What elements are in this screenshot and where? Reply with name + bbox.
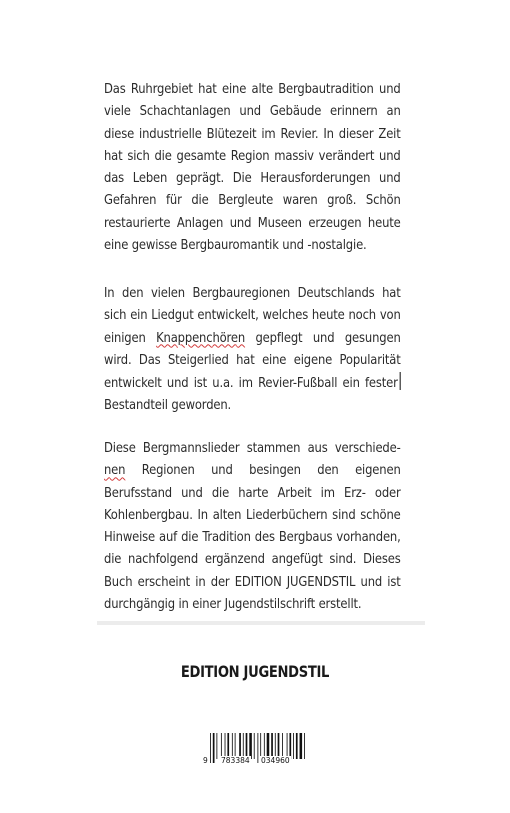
barcode: [202, 731, 306, 769]
paragraph-2-text-c: Bestandteil geworden.: [104, 398, 232, 414]
barcode-bar: [304, 733, 305, 759]
paragraph-3-text-b: Regionen und besingen den eigenen Berufsstand und die harte Arbeit im Erz- oder Kohlenbergbau. In alten Liederbüchern sind schöne Hinweise auf die Tradition des Bergbaus vorhanden, die nachfolgend ergänzend angefügt sind. Dieses Buch erscheint in der EDITION JUGENDSTIL und ist durchgängig in einer Jugendstilschrift erstellt.: [104, 463, 401, 613]
paragraph-3[interactable]: [104, 438, 401, 616]
barcode-bar: [257, 733, 258, 763]
barcode-bar: [300, 733, 303, 759]
edition-label: EDITION JUGENDSTIL: [180, 662, 330, 681]
paragraph-1[interactable]: [104, 79, 401, 257]
spellcheck-flagged-word[interactable]: nen: [104, 463, 126, 479]
section-divider: [97, 621, 425, 625]
barcode-digits-left: 783384: [221, 756, 250, 765]
barcode-bar: [254, 733, 255, 759]
spellcheck-flagged-word[interactable]: Knappenchören: [156, 330, 246, 346]
barcode-bar: [213, 733, 215, 763]
barcode-digit-first: 9: [203, 756, 208, 765]
paragraph-2-text-b: gepflegt und gesungen wird. Das Steigerlied hat eine eigene Popularität entwickelt und ist u.a. im Revier-Fußball ein fester: [104, 330, 401, 392]
paragraph-3-text-a: Diese Bergmannslieder stammen aus verschiede-: [104, 441, 401, 456]
barcode-bar: [296, 733, 298, 759]
barcode-bar: [293, 733, 294, 759]
paragraph-1-text: Das Ruhrgebiet hat eine alte Bergbautradition und viele Schachtanlagen und Gebäude erinnern an diese industrielle Blütezeit im Revier. In dieser Zeit hat sich die gesamte Region massiv verändert und das Leben geprägt. Die Herausforderungen und Gefahren für die Bergleute waren groß. Schön restaurierte Anlagen und Museen erzeugen heute eine gewisse Bergbauromantik und -nostalgie.: [104, 82, 401, 254]
barcode-digits-right: 034960: [261, 756, 290, 765]
barcode-bar: [216, 733, 217, 759]
barcode-bar: [210, 733, 211, 763]
text-cursor: [400, 372, 401, 390]
paragraph-2-text-a: In den vielen Bergbauregionen Deutschlands hat sich ein Liedgut entwickelt, welches heute noch von einigen: [104, 286, 401, 346]
paragraph-2[interactable]: [104, 283, 401, 418]
